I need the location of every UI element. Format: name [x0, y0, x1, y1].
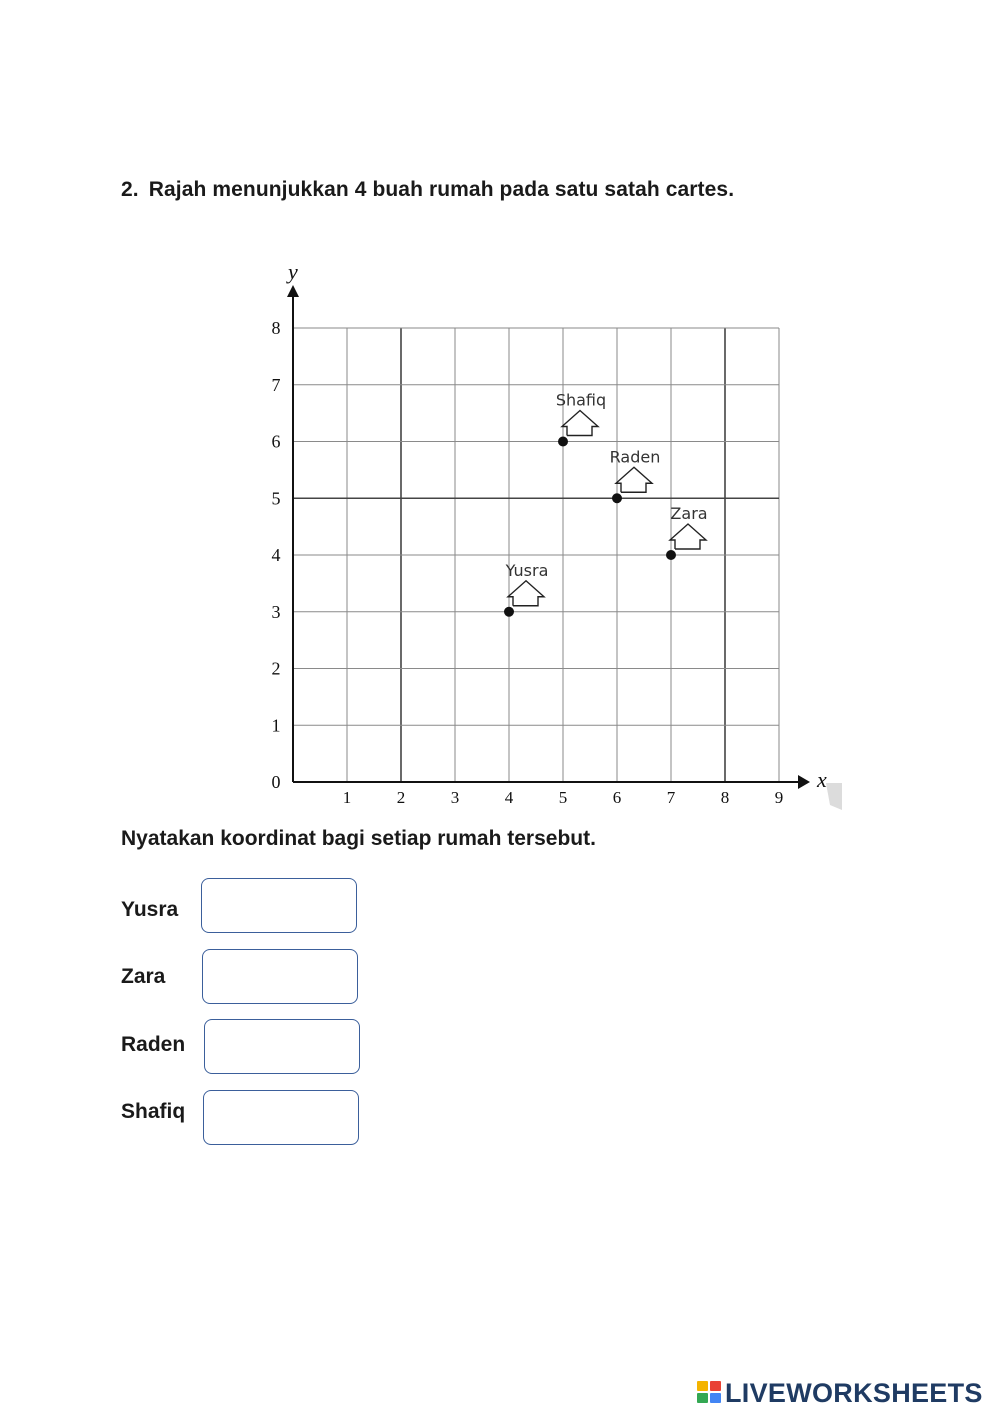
point-label-yusra: Yusra [505, 560, 549, 580]
point-label-zara: Zara [670, 504, 708, 523]
page-curl-shadow [826, 783, 842, 810]
point-label-shafiq: Shafiq [555, 390, 607, 410]
raden-house-icon [616, 467, 652, 492]
answer-label: Raden [121, 1033, 186, 1056]
y-tick-label: 1 [271, 715, 281, 736]
y-tick-label: 8 [271, 318, 281, 338]
answer-label: Yusra [121, 898, 179, 921]
x-tick-label: 7 [666, 788, 676, 807]
y-tick-label: 7 [271, 374, 281, 395]
y-axis-label: y [288, 259, 298, 284]
y-tick-label: 4 [271, 545, 281, 565]
x-tick-label: 6 [612, 788, 622, 807]
y-tick-label: 3 [271, 601, 281, 622]
question-text: Rajah menunjukkan 4 buah rumah pada satu satah cartes. [148, 178, 735, 201]
x-axis-arrow [798, 775, 810, 789]
point-zara [666, 550, 676, 560]
zara-house-icon [670, 524, 706, 549]
answer-label: Zara [121, 965, 166, 988]
x-tick-label: 4 [504, 788, 514, 807]
raden-coordinate-input[interactable] [204, 1019, 360, 1074]
brand-name: LIVEWORKSHEETS [725, 1377, 983, 1408]
point-label-raden: Raden [609, 447, 661, 467]
x-tick-label: 2 [396, 788, 406, 807]
liveworksheets-logo-icon [697, 1381, 723, 1405]
y-tick-label: 2 [271, 658, 281, 679]
shafiq-house-icon [562, 411, 598, 436]
yusra-coordinate-input[interactable] [201, 878, 357, 933]
point-raden [612, 493, 622, 503]
x-axis-label: x [817, 767, 827, 792]
x-tick-label: 9 [774, 788, 784, 807]
yusra-house-icon [508, 581, 544, 606]
liveworksheets-logo [697, 1378, 983, 1408]
question-number: 2. [121, 178, 139, 201]
instruction: Nyatakan koordinat bagi setiap rumah tersebut. [121, 827, 596, 850]
zara-coordinate-input[interactable] [202, 949, 358, 1004]
y-tick-label: 0 [271, 772, 281, 792]
y-tick-label: 6 [271, 431, 281, 452]
x-tick-label: 3 [450, 788, 460, 807]
y-axis-arrow [287, 285, 299, 297]
y-tick-label: 5 [271, 488, 281, 509]
x-tick-label: 5 [558, 788, 568, 807]
point-yusra [504, 607, 514, 617]
x-tick-label: 1 [342, 788, 352, 807]
x-tick-label: 8 [720, 788, 730, 807]
answer-label: Shafiq [121, 1100, 186, 1123]
point-shafiq [558, 437, 568, 447]
shafiq-coordinate-input[interactable] [203, 1090, 359, 1145]
